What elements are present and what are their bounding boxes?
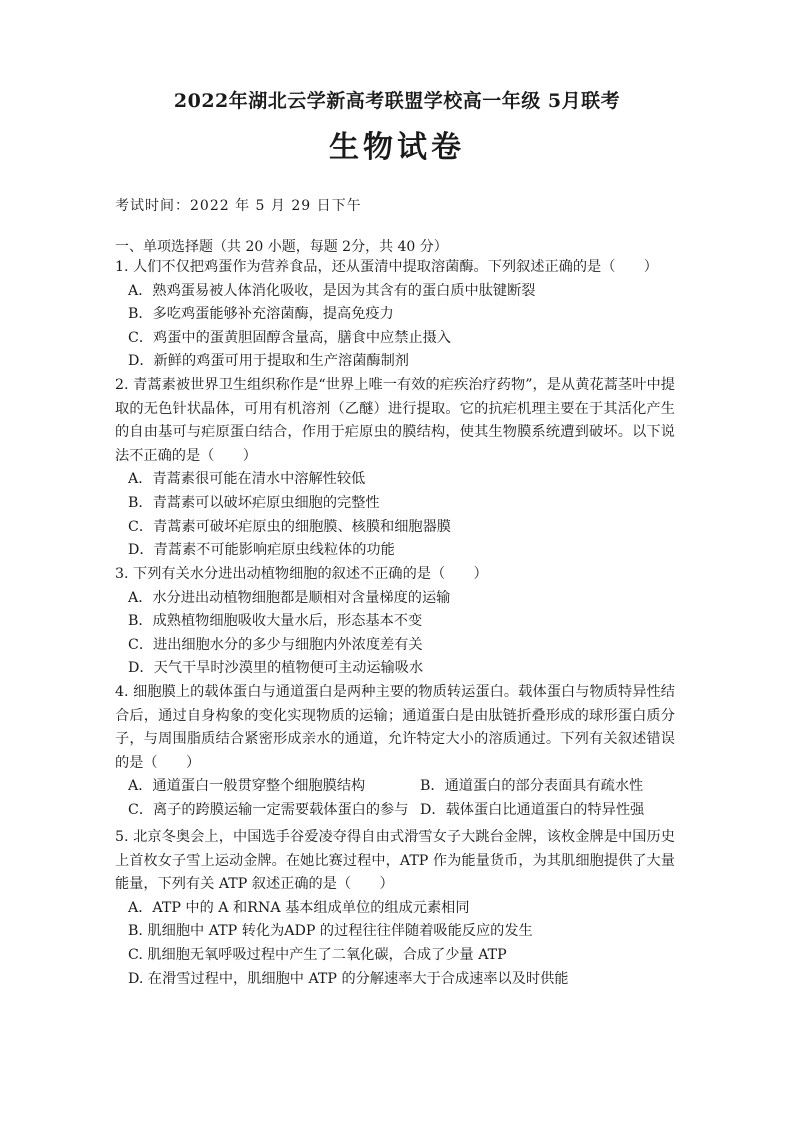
option-c: C. 肌细胞无氧呼吸过程中产生了二氧化碳，合成了少量 ATP — [128, 946, 507, 963]
option-row-ab — [115, 775, 675, 799]
option-d: D．载体蛋白比通道蛋白的特异性强 — [420, 801, 645, 818]
exam-time: 考试时间：2022 年 5 月 29 日下午 — [115, 198, 362, 214]
option-c: C．鸡蛋中的蛋黄胆固醇含量高，膳食中应禁止摄入 — [128, 329, 451, 346]
option-b: B．多吃鸡蛋能够补充溶菌酶，提高免疫力 — [128, 306, 394, 323]
option-b: B．成熟植物细胞吸收大量水后，形态基本不变 — [128, 613, 423, 630]
exam-title: 2022年湖北云学新高考联盟学校高一年级 5月联考 — [173, 90, 621, 112]
question-4 — [115, 681, 675, 823]
option-b: B．青蒿素可以破坏疟原虫细胞的完整性 — [128, 494, 380, 511]
question-2 — [115, 374, 675, 563]
option-a: A．通道蛋白一般贯穿整个细胞膜结构 — [128, 778, 366, 795]
option-c: C．进出细胞水分的多少与细胞内外浓度差有关 — [128, 636, 423, 653]
option-a: A．ATP 中的 A 和RNA 基本组成单位的组成元素相同 — [128, 899, 470, 916]
question-stem: 3. 下列有关水分进出动植物细胞的叙述不正确的是（ ） — [115, 566, 488, 582]
option-c: C．青蒿素可破坏疟原虫的细胞膜、核膜和细胞器膜 — [128, 518, 451, 535]
option-row-cd — [115, 799, 675, 823]
question-5 — [115, 826, 675, 991]
question-stem: 4. 细胞膜上的载体蛋白与通道蛋白是两种主要的物质转运蛋白。载体蛋白与物质特异性结合后，通过自身构象的变化实现物质的运输；通道蛋白是由肽链折叠形成的球形蛋白质分子，与周围脂质结合紧密形成亲水的通道，允许特定大小的溶质通过。下列有关叙述错误的是（ ） — [115, 684, 675, 771]
option-b: B. 肌细胞中 ATP 转化为ADP 的过程往往伴随着吸能反应的发生 — [128, 923, 533, 940]
question-stem: 2. 青蒿素被世界卫生组织称作是“世界上唯一有效的疟疾治疗药物”，是从黄花蒿茎叶中提取的无色针状晶体，可用有机溶剂（乙醚）进行提取。它的抗疟机理主要在于其活化产生的自由基可与疟原蛋白结合，作用于疟原虫的膜结构，使其生物膜系统遭到破坏。以下说法不正确的是（ ） — [115, 377, 675, 464]
section-heading: 一、单项选择题（共 20 小题，每题 2分，共 40 分） — [115, 239, 448, 255]
option-b: B．通道蛋白的部分表面具有疏水性 — [420, 778, 644, 795]
option-a: A．熟鸡蛋易被人体消化吸收，是因为其含有的蛋白质中肽键断裂 — [128, 282, 536, 299]
option-d: D．新鲜的鸡蛋可用于提取和生产溶菌酶制剂 — [128, 353, 409, 370]
question-stem: 5. 北京冬奥会上，中国选手谷爱凌夺得自由式滑雪女子大跳台金牌，该枚金牌是中国历史上首枚女子雪上运动金牌。在她比赛过程中，ATP 作为能量货币，为其肌细胞提供了大量能量，下列有关 ATP 叙述正确的是（ ） — [115, 829, 675, 893]
subject-title: 生物试卷 — [329, 130, 465, 165]
question-stem: 1. 人们不仅把鸡蛋作为营养食品，还从蛋清中提取溶菌酶。下列叙述正确的是（ ） — [115, 259, 658, 275]
question-1 — [115, 256, 675, 374]
option-a: A．青蒿素很可能在清水中溶解性较低 — [128, 471, 366, 488]
option-a: A．水分进出动植物细胞都是顺相对含量梯度的运输 — [128, 589, 451, 606]
question-3 — [115, 563, 675, 681]
option-d: D．天气干旱时沙漠里的植物便可主动运输吸水 — [128, 660, 424, 677]
option-d: D. 在滑雪过程中，肌细胞中 ATP 的分解速率大于合成速率以及时供能 — [128, 970, 569, 987]
option-d: D．青蒿素不可能影响疟原虫线粒体的功能 — [128, 542, 395, 559]
option-c: C．离子的跨膜运输一定需要载体蛋白的参与 — [128, 801, 409, 818]
